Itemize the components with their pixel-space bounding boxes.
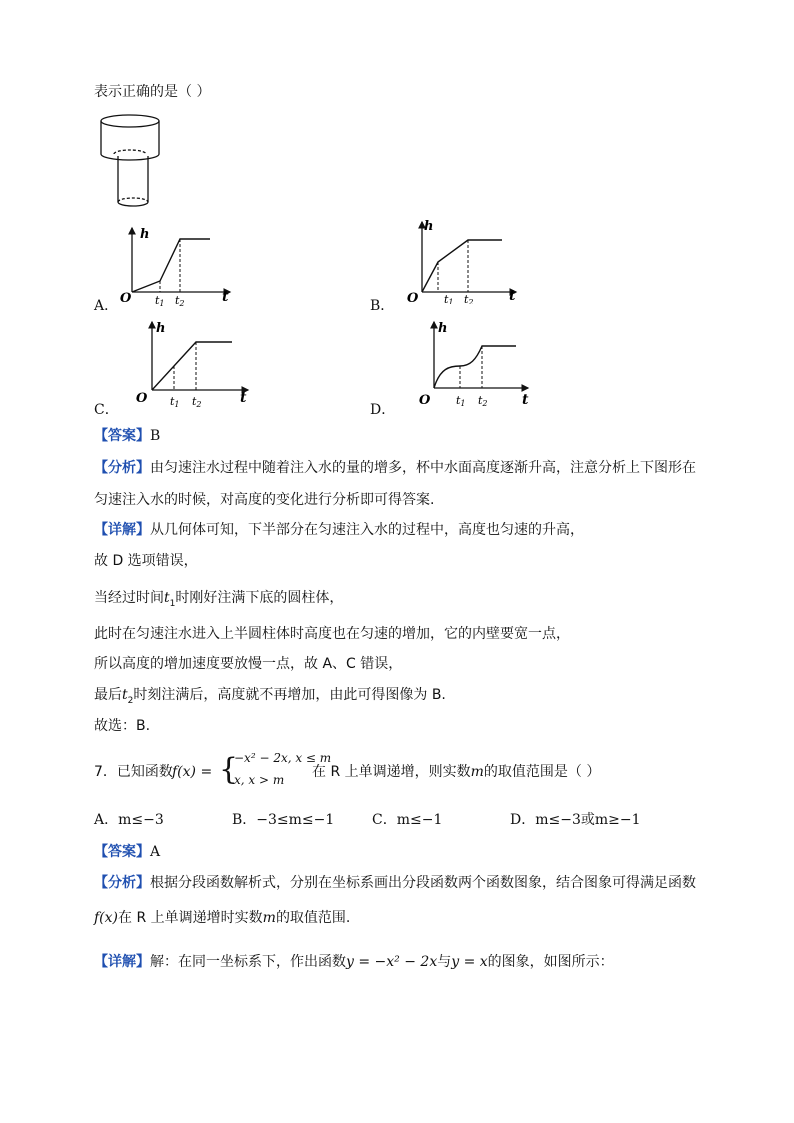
q7-number: 7．已知函数	[94, 764, 173, 780]
q7-case-2: x, x > m	[234, 773, 285, 787]
tick-t1-sub: 1	[159, 299, 165, 306]
q6-detail-line-5: 所以高度的增加速度要放慢一点，故 A、C 错误，	[94, 656, 403, 672]
tick-t2-sub: 2	[196, 400, 202, 408]
tick-t1: t	[170, 395, 175, 408]
tick-t2: t	[175, 294, 180, 306]
q7-option-c: C．m≤−1	[372, 812, 443, 828]
piecewise-brace: {	[219, 752, 239, 787]
q6-detail-line-7: 故选：B.	[94, 718, 151, 734]
axis-t-label: t	[509, 288, 516, 304]
q6-detail-line-3: 当经过时间$t_1$时刚好注满下底的圆柱体，	[94, 590, 344, 609]
origin-label: O	[407, 291, 419, 304]
axis-h-label: h	[438, 321, 448, 336]
q6-detail-line-6: 最后$t_2$时刻注满后，高度就不再增加，由此可得图像为 B.	[94, 687, 446, 706]
q7-analysis-line-2: f(x)在 R 上单调递增时实数m的取值范围.	[94, 910, 351, 926]
svg-text:t1	[456, 394, 466, 408]
origin-label: O	[120, 291, 132, 306]
svg-text:t2	[192, 395, 202, 408]
q7-option-d: D．m≤−3或m≥−1	[510, 812, 641, 828]
tick-t1: t	[444, 293, 449, 304]
detail-tag: 【详解】	[94, 954, 150, 970]
tick-t1-sub: 1	[460, 399, 466, 408]
detail-tag: 【详解】	[94, 522, 150, 538]
axis-t-label: t	[222, 289, 229, 305]
svg-text:t1	[155, 294, 165, 306]
answer-tag: 【答案】	[94, 844, 150, 860]
graph-d-curve	[434, 346, 516, 388]
q7-option-b: B．−3≤m≤−1	[232, 812, 335, 828]
svg-text:t2	[478, 394, 488, 408]
axis-h-label: h	[156, 321, 166, 336]
container-figure	[96, 112, 172, 218]
tick-t2-sub: 2	[468, 298, 474, 304]
q7-stem: 在 R 上单调递增，则实数m的取值范围是（ ）	[312, 764, 601, 780]
q7-answer-line	[94, 842, 160, 862]
svg-text:t1	[444, 293, 454, 304]
axis-h-label: h	[424, 219, 434, 234]
graph-b	[404, 216, 524, 304]
graph-a	[114, 222, 240, 306]
question-intro: 表示正确的是（ ）	[94, 84, 211, 100]
q7-detail-line-1: 【详解】解：在同一坐标系下，作出函数y = −x² − 2x与y = x的图象，如图所示：	[94, 954, 614, 970]
axis-t-label: t	[522, 392, 529, 408]
axis-t-label: t	[240, 390, 247, 406]
analysis-tag: 【分析】	[94, 460, 150, 476]
q6-analysis-line-2: 匀速注入水的时候，对高度的变化进行分析即可得答案.	[94, 492, 435, 508]
q6-detail-line-2: 故 D 选项错误，	[94, 553, 198, 569]
tick-t1-sub: 1	[448, 298, 454, 304]
answer-tag: 【答案】	[94, 428, 150, 444]
q6-analysis-line-1: 【分析】由匀速注水过程中随着注入水的量的增多，杯中水面高度逐渐升高，注意分析上下图形在	[94, 460, 696, 476]
option-d-label: D．	[370, 402, 396, 418]
svg-text:t2	[175, 294, 185, 306]
tick-t1: t	[155, 294, 160, 306]
tick-t1-sub: 1	[174, 400, 180, 408]
svg-text:t1	[170, 395, 180, 408]
q7-option-a: A．m≤−3	[94, 812, 164, 828]
graph-b-curve	[422, 240, 502, 292]
option-a-label: A．	[94, 298, 119, 314]
tick-t2-sub: 2	[482, 399, 488, 408]
graph-c	[132, 316, 252, 408]
q7-answer: A	[150, 844, 161, 860]
graph-d	[416, 316, 536, 410]
origin-label: O	[136, 391, 148, 406]
q7-analysis-line-1: 【分析】根据分段函数解析式，分别在坐标系画出分段函数两个函数图象，结合图象可得满足函数	[94, 875, 696, 891]
analysis-tag: 【分析】	[94, 875, 150, 891]
svg-text:t2	[464, 293, 474, 304]
axis-h-label: h	[140, 227, 150, 242]
tick-t2: t	[478, 394, 483, 407]
tick-t2: t	[464, 293, 469, 304]
option-b-label: B．	[370, 298, 395, 314]
q6-detail-line-1: 【详解】从几何体可知，下半部分在匀速注入水的过程中，高度也匀速的升高，	[94, 522, 584, 538]
origin-label: O	[419, 393, 431, 408]
graph-a-curve	[132, 239, 210, 292]
q6-answer: B	[150, 428, 161, 444]
q7-case-1: −x² − 2x, x ≤ m	[234, 751, 332, 765]
tick-t1: t	[456, 394, 461, 407]
tick-t2: t	[192, 395, 197, 408]
tick-t2-sub: 2	[179, 299, 185, 306]
option-c-label: C．	[94, 402, 119, 418]
q7-f-label: f(x) =	[172, 764, 213, 780]
q6-detail-line-4: 此时在匀速注水进入上半圆柱体时高度也在匀速的增加，它的内壁要宽一点，	[94, 626, 570, 642]
graph-c-curve	[152, 342, 232, 390]
q6-answer-line	[94, 426, 160, 446]
